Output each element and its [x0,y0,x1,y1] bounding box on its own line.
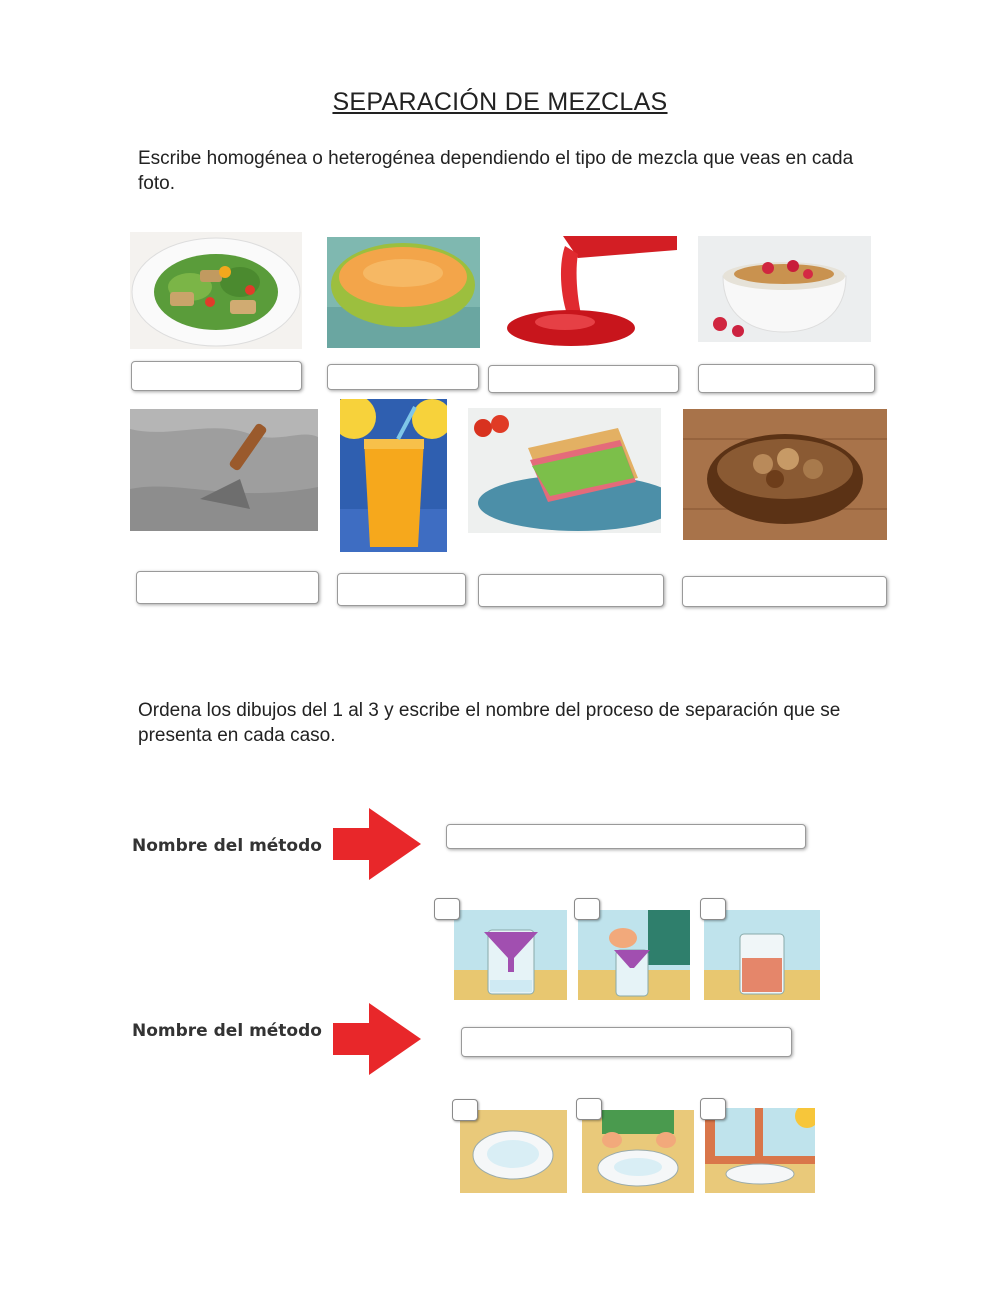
evaporation-step-icon [460,1110,567,1193]
answer-box-nuts[interactable] [682,576,887,607]
filtration-step-icon [454,910,567,1000]
red-arrow-icon [333,808,423,880]
answer-box-cereal[interactable] [698,364,875,393]
order-checkbox-evaporation-3[interactable] [700,1098,726,1120]
order-checkbox-filtration-3[interactable] [700,898,726,920]
answer-box-salad[interactable] [131,361,302,391]
answer-box-sandwich[interactable] [478,574,664,607]
method-name-field-1[interactable] [446,824,806,849]
order-checkbox-filtration-1[interactable] [434,898,460,920]
order-checkbox-evaporation-2[interactable] [576,1098,602,1120]
salad-icon [130,232,302,349]
red-arrow-icon [333,1003,423,1075]
answer-box-cream[interactable] [327,364,479,390]
instruction-mixtures: Escribe homogénea o heterogénea dependiendo el tipo de mezcla que veas en cada foto. [138,148,854,194]
evaporation-step-icon [705,1108,815,1193]
sandwich-icon [468,408,661,533]
order-checkbox-evaporation-1[interactable] [452,1099,478,1121]
page-title: SEPARACIÓN DE MEZCLAS [332,88,668,116]
answer-box-juice[interactable] [337,573,466,606]
filtration-step-icon [704,910,820,1000]
filtration-step-icon [578,910,690,1000]
method-label-2: Nombre del método [132,1021,322,1041]
answer-box-ketchup[interactable] [488,365,679,393]
order-checkbox-filtration-2[interactable] [574,898,600,920]
cream-bowl-icon [327,237,480,348]
nuts-bowl-icon [683,409,887,540]
evaporation-step-icon [582,1110,694,1193]
method-label-1: Nombre del método [132,836,322,856]
orange-juice-icon [340,399,447,552]
method-name-field-2[interactable] [461,1027,792,1057]
ketchup-icon [503,236,677,348]
answer-box-cement[interactable] [136,571,319,604]
cereal-bowl-icon [698,236,871,342]
cement-trowel-icon [130,409,318,531]
instruction-order: Ordena los dibujos del 1 al 3 y escribe el nombre del proceso de separación que se presenta en cada caso. [138,700,841,746]
